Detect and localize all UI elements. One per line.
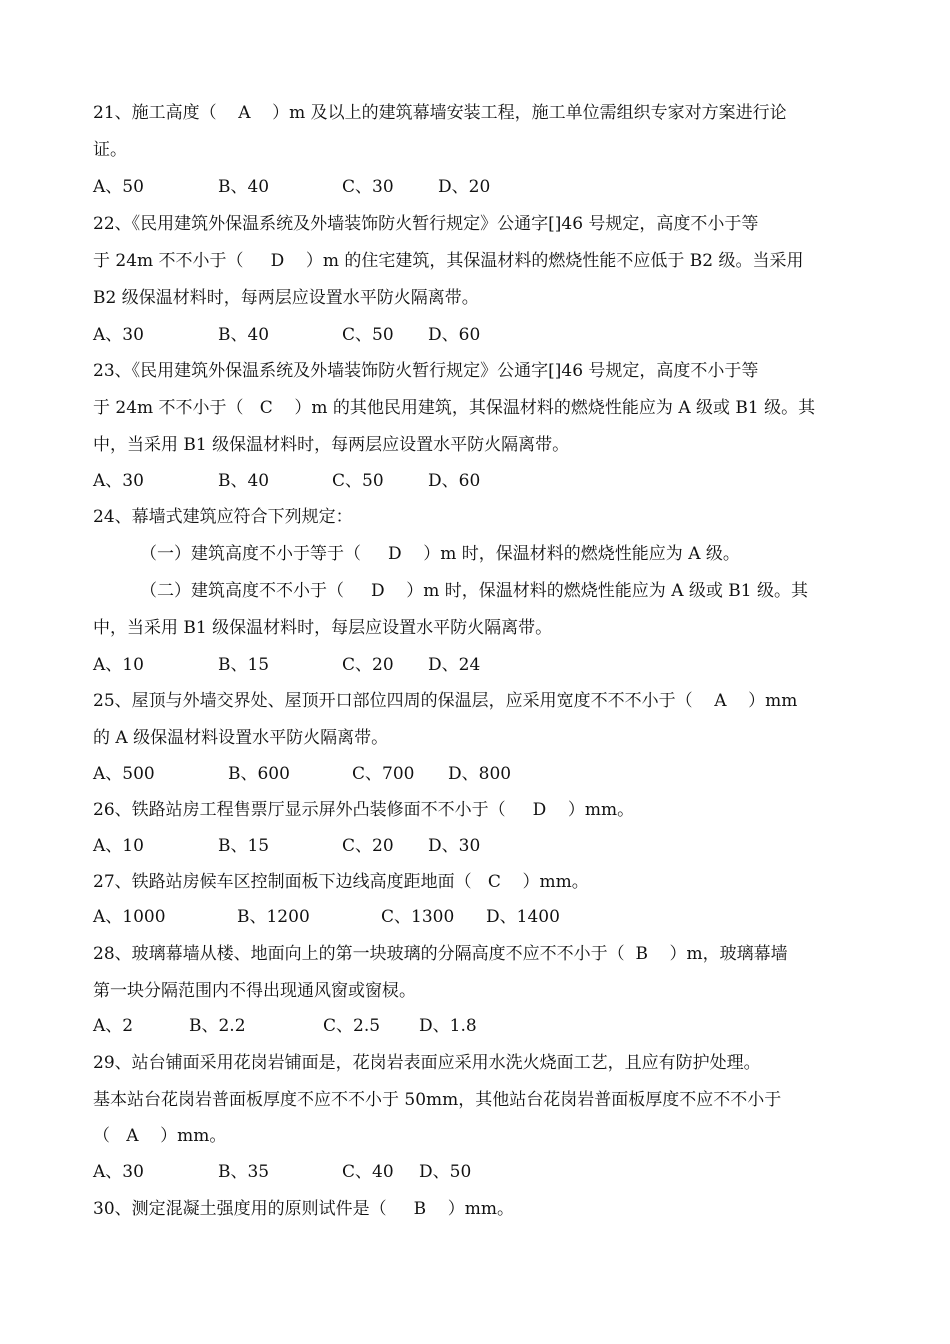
question-22-line-3: B2 级保温材料时，每两层应设置水平防火隔离带。 bbox=[93, 288, 479, 308]
question-27-line-1: 27、铁路站房候车区控制面板下边线高度距地面（ C ）mm。 bbox=[93, 872, 589, 892]
question-22-option-c: C、50 bbox=[342, 325, 394, 345]
question-21-line-1: 21、施工高度（ A ）m 及以上的建筑幕墙安装工程，施工单位需组织专家对方案进行论 bbox=[93, 103, 787, 123]
question-28-option-b: B、2.2 bbox=[189, 1016, 246, 1036]
question-29-line-2: 基本站台花岗岩普面板厚度不应不不小于 50mm，其他站台花岗岩普面板厚度不应不不小于 bbox=[93, 1090, 782, 1110]
question-21-line-2: 证。 bbox=[93, 140, 127, 160]
question-21-option-c: C、30 bbox=[342, 177, 394, 197]
question-26-line-1: 26、铁路站房工程售票厅显示屏外凸装修面不不小于（ D ）mm。 bbox=[93, 800, 635, 820]
question-24-option-a: A、10 bbox=[93, 655, 144, 675]
question-27-option-c: C、1300 bbox=[381, 907, 455, 927]
question-30-line-1: 30、测定混凝土强度用的原则试件是（ B ）mm。 bbox=[93, 1199, 514, 1219]
question-27-option-d: D、1400 bbox=[486, 907, 560, 927]
question-28-option-d: D、1.8 bbox=[419, 1016, 477, 1036]
question-25-line-2: 的 A 级保温材料设置水平防火隔离带。 bbox=[93, 728, 389, 748]
question-27-option-b: B、1200 bbox=[237, 907, 310, 927]
question-23-line-1: 23、《民用建筑外保温系统及外墙装饰防火暂行规定》公通字[]46 号规定，高度不小于等 bbox=[93, 361, 759, 381]
question-25-option-c: C、700 bbox=[352, 764, 415, 784]
question-24-option-b: B、15 bbox=[218, 655, 270, 675]
question-29-option-b: B、35 bbox=[218, 1162, 270, 1182]
question-28-option-a: A、2 bbox=[93, 1016, 134, 1036]
question-23-option-a: A、30 bbox=[93, 471, 144, 491]
question-21-option-d: D、20 bbox=[438, 177, 491, 197]
question-23-line-3: 中，当采用 B1 级保温材料时，每两层应设置水平防火隔离带。 bbox=[93, 435, 570, 455]
question-25-option-d: D、800 bbox=[448, 764, 512, 784]
question-23-line-2: 于 24m 不不小于（ C ）m 的其他民用建筑，其保温材料的燃烧性能应为 A 级或 B1 级。其 bbox=[93, 398, 816, 418]
question-29-option-a: A、30 bbox=[93, 1162, 144, 1182]
question-22-option-b: B、40 bbox=[218, 325, 270, 345]
question-22-option-a: A、30 bbox=[93, 325, 144, 345]
question-28-line-2: 第一块分隔范围内不得出现通风窗或窗棂。 bbox=[93, 981, 416, 1001]
question-24-tail: 中，当采用 B1 级保温材料时，每层应设置水平防火隔离带。 bbox=[93, 618, 553, 638]
question-26-option-c: C、20 bbox=[342, 836, 394, 856]
question-22-option-d: D、60 bbox=[428, 325, 481, 345]
question-21-option-a: A、50 bbox=[93, 177, 144, 197]
question-28-line-1: 28、玻璃幕墙从楼、地面向上的第一块玻璃的分隔高度不应不不小于（ B ）m，玻璃幕墙 bbox=[93, 944, 788, 964]
question-23-option-b: B、40 bbox=[218, 471, 270, 491]
question-29-line-1: 29、站台铺面采用花岗岩铺面是，花岗岩表面应采用水洗火烧面工艺，且应有防护处理。 bbox=[93, 1053, 761, 1073]
question-29-option-c: C、40 bbox=[342, 1162, 394, 1182]
question-24-option-d: D、24 bbox=[428, 655, 481, 675]
question-22-line-1: 22、《民用建筑外保温系统及外墙装饰防火暂行规定》公通字[]46 号规定，高度不小于等 bbox=[93, 214, 759, 234]
question-29-option-d: D、50 bbox=[419, 1162, 472, 1182]
question-25-line-1: 25、屋顶与外墙交界处、屋顶开口部位四周的保温层，应采用宽度不不不小于（ A ）mm bbox=[93, 691, 798, 711]
question-25-option-a: A、500 bbox=[93, 764, 155, 784]
question-26-option-b: B、15 bbox=[218, 836, 270, 856]
question-23-option-c: C、50 bbox=[332, 471, 384, 491]
question-24-line-1: 24、幕墙式建筑应符合下列规定： bbox=[93, 507, 353, 527]
question-25-option-b: B、600 bbox=[228, 764, 290, 784]
question-24-sub-2: （二）建筑高度不不小于（ D ）m 时，保温材料的燃烧性能应为 A 级或 B1 级。其 bbox=[140, 581, 808, 601]
question-22-line-2: 于 24m 不不小于（ D ）m 的住宅建筑，其保温材料的燃烧性能不应低于 B2 级。当采用 bbox=[93, 251, 804, 271]
question-21-option-b: B、40 bbox=[218, 177, 270, 197]
question-26-option-a: A、10 bbox=[93, 836, 144, 856]
question-27-option-a: A、1000 bbox=[93, 907, 166, 927]
question-24-sub-1: （一）建筑高度不小于等于（ D ）m 时，保温材料的燃烧性能应为 A 级。 bbox=[140, 544, 740, 564]
question-26-option-d: D、30 bbox=[428, 836, 481, 856]
question-23-option-d: D、60 bbox=[428, 471, 481, 491]
question-28-option-c: C、2.5 bbox=[323, 1016, 381, 1036]
question-29-line-3: （ A ）mm。 bbox=[93, 1126, 227, 1146]
question-24-option-c: C、20 bbox=[342, 655, 394, 675]
